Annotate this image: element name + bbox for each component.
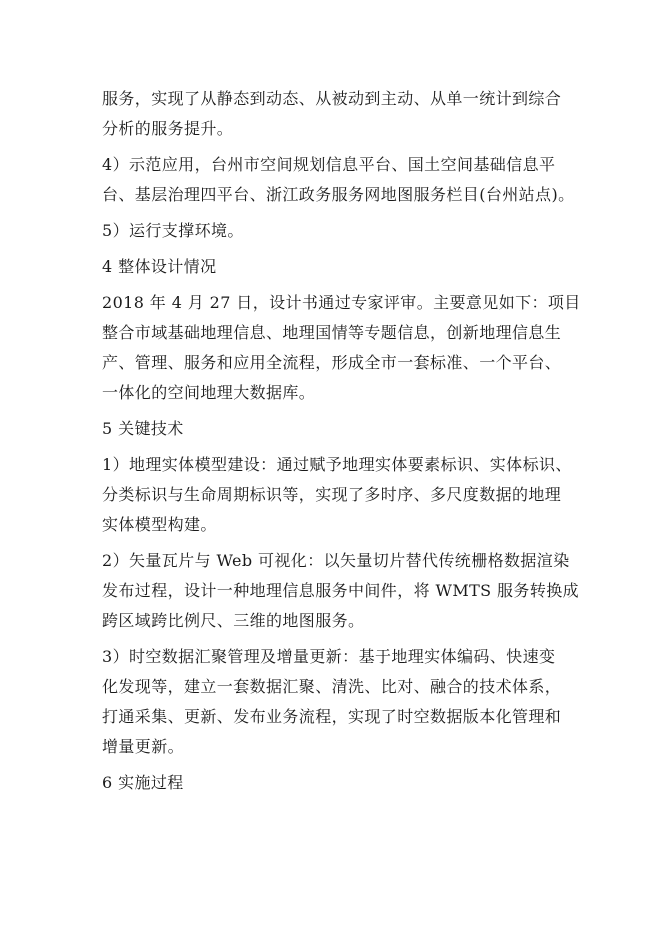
paragraph-demo-application (102, 150, 575, 210)
paragraph-vector-tiles (102, 546, 580, 636)
section-heading-implementation (102, 768, 562, 798)
text-line: 2018 年 4 月 27 日，设计书通过专家评审。主要意见如下：项目 (102, 293, 581, 312)
text-line: 台、基层治理四平台、浙江政务服务网地图服务栏目(台州站点)。 (102, 185, 575, 204)
paragraph-service-upgrade (102, 84, 562, 144)
text-line: 实体模型构建。 (102, 515, 217, 534)
paragraph-runtime-environment (102, 216, 562, 246)
paragraph-design-review (102, 288, 581, 408)
text-line: 跨区域跨比例尺、三维的地图服务。 (102, 611, 365, 630)
text-line: 整合市域基础地理信息、地理国情等专题信息，创新地理信息生 (102, 323, 562, 342)
text-line: 服务，实现了从静态到动态、从被动到主动、从单一统计到综合 (102, 89, 562, 108)
text-line: 2）矢量瓦片与 Web 可视化：以矢量切片替代传统栅格数据渲染 (102, 551, 570, 570)
text-line: 分类标识与生命周期标识等，实现了多时序、多尺度数据的地理 (102, 485, 562, 504)
section-heading: 5 关键技术 (102, 419, 184, 438)
text-line: 发布过程，设计一种地理信息服务中间件，将 WMTS 服务转换成 (102, 581, 580, 600)
text-line: 5）运行支撑环境。 (102, 221, 244, 240)
text-line: 打通采集、更新、发布业务流程，实现了时空数据版本化管理和 (102, 707, 562, 726)
section-heading-overall-design (102, 252, 562, 282)
text-line: 3）时空数据汇聚管理及增量更新：基于地理实体编码、快速变 (102, 647, 556, 666)
text-line: 化发现等，建立一套数据汇聚、清洗、比对、融合的技术体系， (102, 677, 562, 696)
text-line: 产、管理、服务和应用全流程，形成全市一套标准、一个平台、 (102, 353, 562, 372)
paragraph-entity-model (102, 450, 572, 540)
paragraph-spatiotemporal-data (102, 642, 562, 762)
text-line: 4）示范应用，台州市空间规划信息平台、国土空间基础信息平 (102, 155, 556, 174)
text-line: 1）地理实体模型建设：通过赋予地理实体要素标识、实体标识、 (102, 455, 572, 474)
section-heading-key-technology (102, 414, 562, 444)
document-body (102, 84, 581, 804)
text-line: 增量更新。 (102, 737, 185, 756)
text-line: 分析的服务提升。 (102, 119, 234, 138)
section-heading: 4 整体设计情况 (102, 257, 217, 276)
section-heading: 6 实施过程 (102, 773, 184, 792)
text-line: 一体化的空间地理大数据库。 (102, 383, 316, 402)
